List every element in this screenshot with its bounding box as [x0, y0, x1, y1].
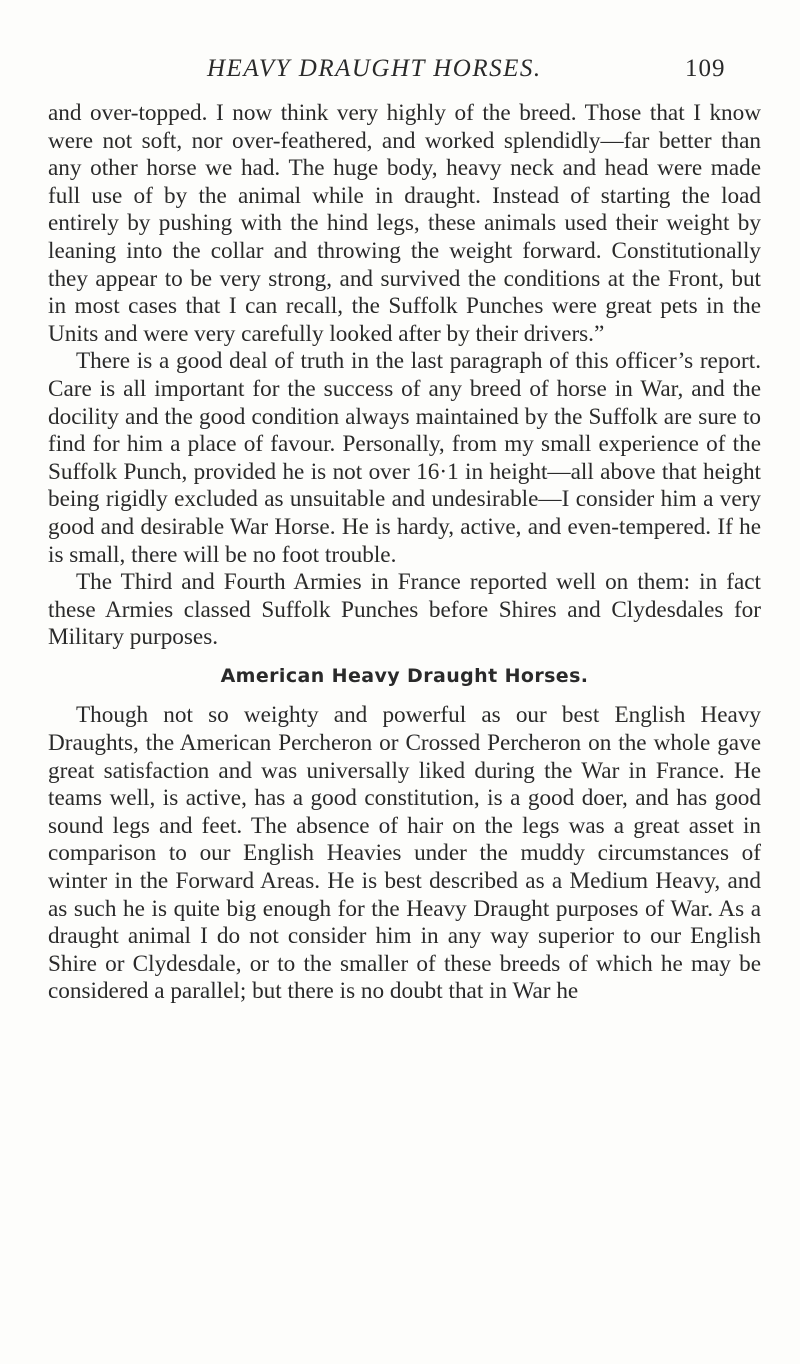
- page-body: [48, 100, 761, 1006]
- section-heading: American Heavy Draught Horses.: [220, 664, 589, 687]
- paragraph-armies-report: The Third and Fourth Armies in France reported well on them: in fact these Armies classed Suffolk Punches before Shires and Clydesdales for Military purposes.: [48, 569, 761, 651]
- paragraph-officers-report: There is a good deal of truth in the last paragraph of this officer’s report. Care is all important for the success of any breed of horse in War, and the docility and the good condition always maintained by the Suffolk are sure to find for him a place of favour. Personally, from my small experience of the Suffolk Punch, provided he is not over 16·1 in height—all above that height being rigidly excluded as unsuitable and undesirable—I consider him a very good and desirable War Horse. He is hardy, active, and even-tempered. If he is small, there will be no foot trouble.: [48, 348, 761, 568]
- page-number: 109: [685, 55, 726, 82]
- paragraph-continued: and over-topped. I now think very highly of the breed. Those that I know were not soft, nor over-feathered, and worked splendidly—far better than any other horse we had. The huge body, heavy neck and head were made full use of by the animal while in draught. Instead of starting the load entirely by pushing with the hind legs, these animals used their weight by leaning into the collar and throwing the weight forward. Constitutionally they appear to be very strong, and survived the conditions at the Front, but in most cases that I can recall, the Suffolk Punches were great pets in the Units and were very carefully looked after by their drivers.”: [48, 100, 761, 347]
- paragraph-american-percheron: Though not so weighty and powerful as our best English Heavy Draughts, the American Percheron or Crossed Percheron on the whole gave great satisfaction and was universally liked during the War in France. He teams well, is active, has a good constitution, is a good doer, and has good sound legs and feet. The absence of hair on the legs was a great asset in comparison to our English Heavies under the muddy circumstances of winter in the Forward Areas. He is best described as a Medium Heavy, and as such he is quite big enough for the Heavy Draught purposes of War. As a draught animal I do not consider him in any way superior to our English Shire or Clydesdale, or to the smaller of these breeds of which he may be considered a parallel; but there is no doubt that in War he: [48, 702, 761, 1005]
- running-title: HEAVY DRAUGHT HORSES.: [207, 55, 542, 82]
- page-header: [0, 52, 800, 86]
